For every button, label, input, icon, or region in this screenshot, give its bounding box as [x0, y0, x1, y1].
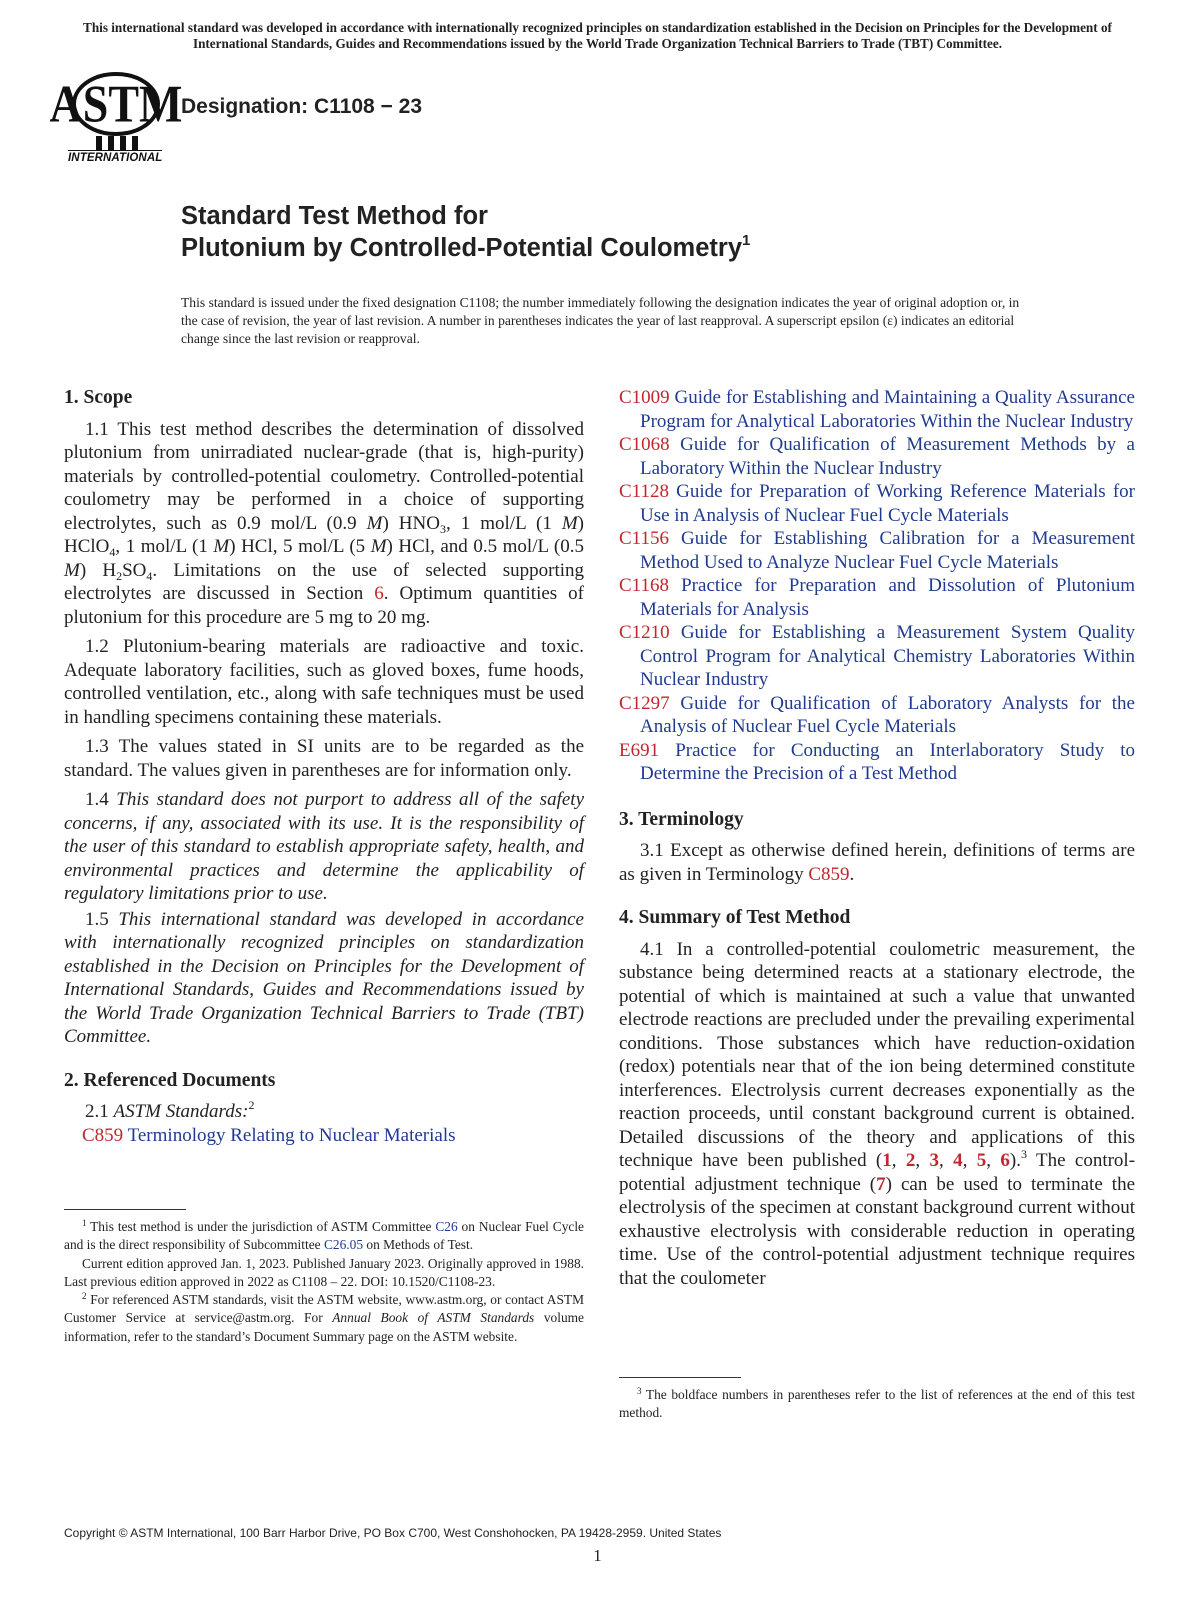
- footnote-mark: 2: [248, 1098, 255, 1112]
- footnote-mark: 3: [637, 1386, 642, 1396]
- footnote-2: [64, 1291, 584, 1346]
- issued-note: This standard is issued under the fixed designation C1108; the number immediately following the designation indicates the year of original adoption or, in the case of revision, the year of last revision. A number in parentheses indicates the year of last reapproval. A superscript epsilon (ε) indicates an editorial change since the last revision or reapproval.: [181, 295, 1020, 346]
- reference-link[interactable]: 7: [876, 1173, 886, 1195]
- title-footnote-mark: 1: [742, 232, 751, 249]
- text: ) HCl, 5 mol/L (5: [229, 536, 371, 557]
- document-title: [181, 200, 750, 264]
- paragraph-number: 1.5: [85, 908, 119, 930]
- text: This standard does not purport to address all of the safety concerns, if any, associated with its use. It is the responsibility of the user of this standard to establish appropriate safety, health, and environmental practices and determine the applicability of regulatory limitations prior to use.: [64, 789, 584, 904]
- section-6-link[interactable]: 6: [374, 583, 384, 604]
- subscript: 2: [116, 568, 123, 583]
- paragraph-2-1: [64, 1100, 584, 1124]
- footnote-mark: 2: [82, 1291, 87, 1302]
- ref-item-c859[interactable]: [64, 1124, 584, 1148]
- text: ) H: [79, 559, 117, 581]
- paragraph-number: 2.1: [85, 1101, 114, 1122]
- ref-code[interactable]: C1210: [619, 622, 670, 643]
- title-line-1: Standard Test Method for: [181, 202, 488, 230]
- subscript: 3: [439, 521, 446, 536]
- text: ) HCl, and 0.5 mol/L (0.5: [386, 536, 584, 557]
- ref-title[interactable]: Terminology Relating to Nuclear Materials: [123, 1124, 456, 1146]
- footnote-divider: [64, 1209, 186, 1210]
- subscript: 4: [146, 568, 153, 583]
- text: . Optimum quantities of plutonium for this procedure are 5 mg to 20 mg.: [64, 583, 584, 628]
- text: For referenced ASTM standards, visit the ASTM website, www.astm.org, or contact ASTM Customer Service at service@astm.org. For: [64, 1292, 584, 1326]
- text: ) can be used to terminate the electrolysis of the specimen at constant background current without exhaustive electrolysis with considerable reduction in operating time. Use of the control-potential adjustment technique requires that the coulometer: [619, 1173, 1136, 1289]
- paragraph-number: 1.4: [85, 789, 117, 810]
- ref-code[interactable]: C859: [82, 1124, 124, 1146]
- footnotes-right: [619, 1377, 1135, 1423]
- header-notice: This international standard was developed in accordance with internationally recognized principles on standardization established in the Decision on Principles for the Development of International Standards, Guides and Recommendations issued by the World Trade Organization Technical Barriers to Trade (TBT) Committee.: [83, 20, 1112, 51]
- footnote-mark: 1: [82, 1218, 87, 1228]
- reference-link[interactable]: 1: [882, 1150, 892, 1171]
- terminology-link[interactable]: C859: [808, 863, 850, 885]
- text: .: [849, 863, 855, 885]
- astm-standards-label: ASTM Standards:: [113, 1101, 249, 1122]
- text: on Nuclear Fuel Cycle and is the direct responsibility of Subcommittee: [64, 1219, 584, 1253]
- paragraph-3-1: [619, 839, 1135, 886]
- section-heading-referenced-documents: 2. Referenced Documents: [64, 1069, 276, 1091]
- ref-code[interactable]: C1297: [619, 692, 670, 714]
- molar-symbol: M: [366, 512, 383, 534]
- ref-title[interactable]: Guide for Establishing a Measurement System Quality Control Program for Analytical Chemistry Laboratories Within Nuclear Industry: [640, 622, 1135, 690]
- ref-code[interactable]: C1068: [619, 434, 670, 455]
- text: 4.1 In a controlled-potential coulometric measurement, the substance being determined reacts at a stationary electrode, the potential of which is maintained at such a value that unwanted electrode reactions are precluded under the prevailing experimental conditions. Those substances which have reduction-oxidation (redox) potentials near that of the ion being determined constitute interferences. Electrolysis current decreases exponentially as the reaction proceeds, until constant background current is obtained. Detailed discussions of the theory and applications of this technique have been published (: [619, 938, 1135, 1171]
- text: volume information, refer to the standard’s Document Summary page on the ASTM website.: [64, 1310, 584, 1344]
- text: 3.1 Except as otherwise defined herein, definitions of terms are as given in Terminology: [619, 840, 1135, 885]
- footnote-mark: 3: [1020, 1147, 1027, 1161]
- paragraph-1-5: [64, 908, 584, 1049]
- text: , 1 mol/L (1: [445, 512, 562, 534]
- ref-code[interactable]: C1156: [619, 528, 669, 549]
- footnote-edition: Current edition approved Jan. 1, 2023. Published January 2023. Originally approved in 1988. Last previous edition approved in 2022 as C1108 – 22. DOI: 10.1520/C1108-23.: [64, 1255, 584, 1289]
- text: , 1 mol/L (1: [115, 536, 214, 557]
- ref-item-c1168[interactable]: [619, 574, 1135, 621]
- ref-title[interactable]: Guide for Establishing and Maintaining a Quality Assurance Program for Analytical Laboratories Within the Nuclear Industry: [640, 387, 1135, 432]
- ref-title[interactable]: Practice for Preparation and Dissolution of Plutonium Materials for Analysis: [640, 575, 1135, 620]
- text: ).: [1009, 1150, 1021, 1171]
- ref-code[interactable]: C1009: [619, 387, 670, 408]
- text: on Methods of Test.: [363, 1237, 474, 1253]
- ref-item-c1068[interactable]: [619, 433, 1135, 480]
- text: This international standard was developed in accordance with internationally recognized principles on standardization established in the Decision on Principles for the Development of International Standards, Guides and Recommendations issued by the World Trade Organization Technical Barriers to Trade (TBT) Committee.: [64, 908, 584, 1047]
- reference-link[interactable]: 6: [1000, 1150, 1010, 1171]
- footnote-divider: [619, 1377, 741, 1378]
- text: ) HClO: [64, 512, 584, 557]
- designation: Designation: C1108 − 23: [181, 95, 423, 118]
- molar-symbol: M: [370, 536, 387, 557]
- ref-title[interactable]: Guide for Qualification of Measurement Methods by a Laboratory Within the Nuclear Industry: [640, 434, 1135, 479]
- text: Annual Book of ASTM Standards: [332, 1310, 535, 1326]
- page-number: 1: [593, 1546, 602, 1565]
- footnote-1: [64, 1218, 584, 1255]
- ref-item-c1156[interactable]: [619, 527, 1135, 574]
- svg-text:ASTM: ASTM: [49, 74, 183, 134]
- text: SO: [122, 559, 147, 581]
- left-column: [64, 386, 584, 1147]
- text: The boldface numbers in parentheses refer to the list of references at the end of this test method.: [619, 1387, 1135, 1421]
- text: This test method is under the jurisdiction of ASTM Committee: [86, 1219, 436, 1234]
- reference-link[interactable]: 3: [929, 1150, 940, 1171]
- ref-item-c1128[interactable]: [619, 480, 1135, 527]
- ref-item-e691[interactable]: [619, 739, 1135, 786]
- paragraph-1-1: [64, 418, 584, 630]
- right-column: [619, 386, 1135, 1296]
- ref-code[interactable]: E691: [619, 739, 660, 761]
- ref-item-c1009[interactable]: [619, 386, 1135, 433]
- molar-symbol: M: [213, 536, 230, 557]
- ref-item-c1210[interactable]: [619, 621, 1135, 692]
- title-line-2: [181, 232, 750, 264]
- reference-link[interactable]: 4: [953, 1150, 963, 1171]
- section-heading-terminology: 3. Terminology: [619, 808, 744, 830]
- footnote-3: [619, 1386, 1135, 1423]
- paragraph-1-4: [64, 788, 584, 906]
- ref-code[interactable]: C1128: [619, 481, 669, 502]
- text: ) HNO: [382, 512, 440, 534]
- ref-title[interactable]: Practice for Conducting an Interlaboratory Study to Determine the Precision of a Test Method: [640, 739, 1135, 784]
- ref-title[interactable]: Guide for Preparation of Working Reference Materials for Use in Analysis of Nuclear Fuel Cycle Materials: [640, 481, 1135, 526]
- paragraph-4-1: 4.1 In a controlled-potential coulometric measurement, the substance being determined reacts at a stationary electrode, the potential of which is maintained at such a value that unwanted electrode reactions are precluded under the prevailing experimental conditions. Those substances which have reduction-oxidation (redox) potentials near that of the ion being determined constitute interferences. Electrolysis current decreases exponentially as the reaction proceeds, until constant background current is obtained. Detailed discussions of the theory and applications of this technique have been published (1, 2, 3, 4, 5, 6).$^3$ The control-potential adjustment technique (7) can be used to terminate the electrolysis of the specimen at constant background current without exhaustive electrolysis with considerable reduction in operating time. Use of the control-potential adjustment technique requires that the coulometer: [619, 938, 1136, 1289]
- text: . Limitations on the use of selected supporting electrolytes are discussed in Section: [64, 559, 584, 604]
- molar-symbol: M: [64, 559, 80, 581]
- text: The control-potential adjustment technique (: [619, 1150, 1136, 1195]
- reference-link[interactable]: 2: [905, 1150, 916, 1171]
- text: 1.1 This test method describes the determination of dissolved plutonium from unirradiated nuclear-grade (that is, high-purity) materials by controlled-potential coulometry. Controlled-potential coulometry may be performed in a choice of supporting electrolytes, such as 0.9 mol/L (0.9: [64, 418, 584, 534]
- paragraph-1-2: 1.2 Plutonium-bearing materials are radioactive and toxic. Adequate laboratory facilities, such as gloved boxes, fume hoods, controlled ventilation, etc., along with safe techniques must be used in handling specimens containing these materials.: [64, 636, 584, 728]
- title-line-2-text: Plutonium by Controlled-Potential Coulometry: [181, 234, 742, 262]
- paragraph-1-3: 1.3 The values stated in SI units are to be regarded as the standard. The values given in parentheses are for information only.: [64, 736, 584, 781]
- subcommittee-link[interactable]: C26.05: [323, 1237, 364, 1253]
- footnotes-left: [64, 1209, 584, 1346]
- section-heading-summary: 4. Summary of Test Method: [619, 907, 851, 928]
- reference-link[interactable]: 5: [976, 1150, 987, 1171]
- molar-symbol: M: [561, 512, 578, 534]
- copyright: Copyright © ASTM International, 100 Barr Harbor Drive, PO Box C700, West Conshohocken, PA 19428-2959. United States: [64, 1526, 722, 1540]
- ref-item-c1297[interactable]: [619, 692, 1135, 739]
- logo-subtitle: INTERNATIONAL: [68, 152, 163, 164]
- section-heading-scope: 1. Scope: [64, 387, 133, 408]
- subscript: 4: [109, 545, 116, 559]
- committee-link[interactable]: C26: [435, 1219, 458, 1234]
- ref-title[interactable]: Guide for Establishing Calibration for a Measurement Method Used to Analyze Nuclear Fuel Cycle Materials: [640, 528, 1135, 573]
- ref-code[interactable]: C1168: [619, 575, 669, 596]
- ref-title[interactable]: Guide for Qualification of Laboratory Analysts for the Analysis of Nuclear Fuel Cycle Materials: [640, 692, 1135, 737]
